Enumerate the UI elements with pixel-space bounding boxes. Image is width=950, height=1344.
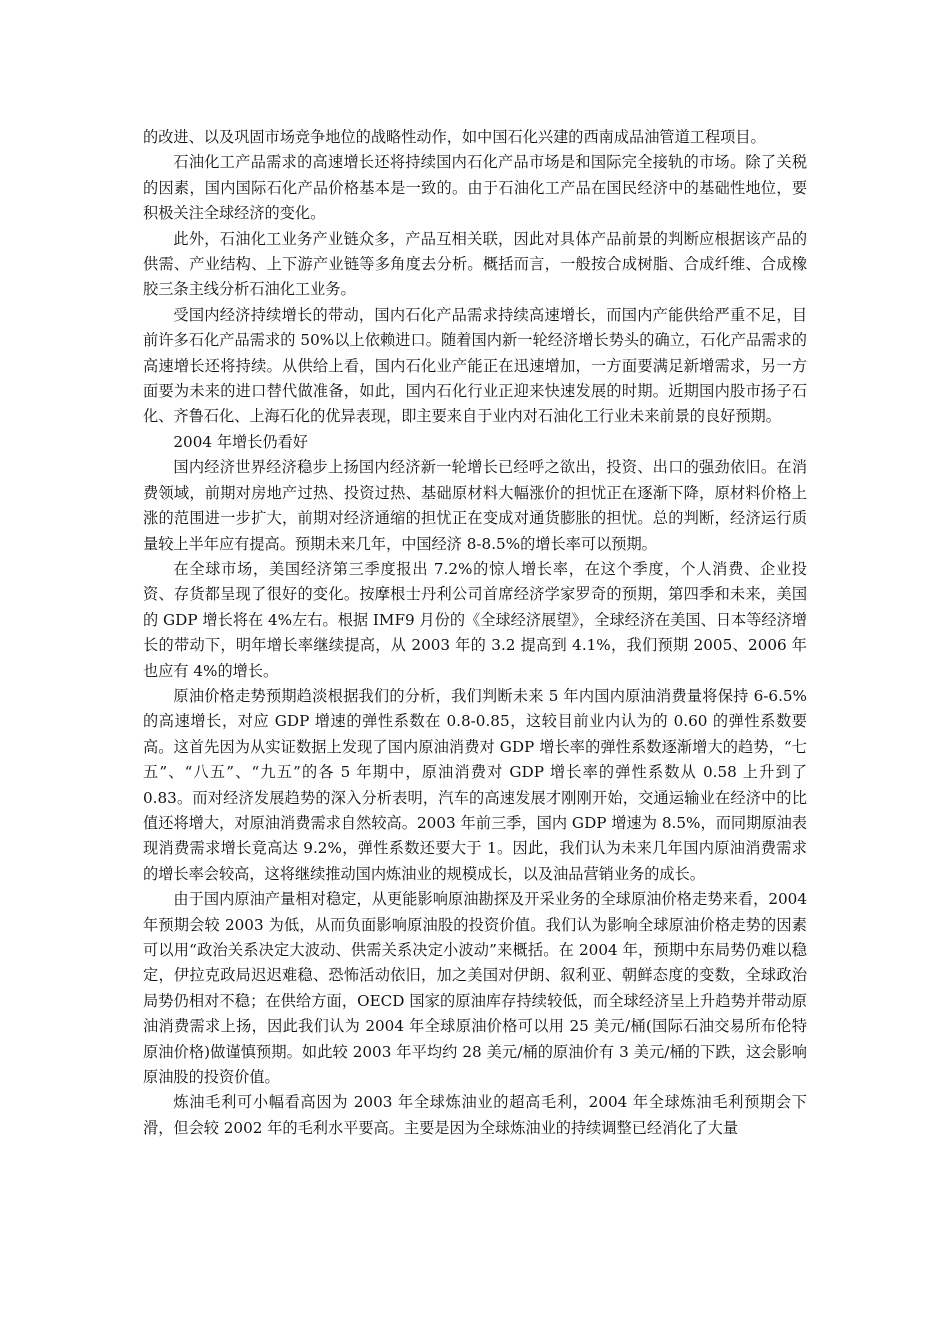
paragraph-refining-margin: 炼油毛利可小幅看高因为 2003 年全球炼油业的超高毛利，2004 年全球炼油毛利预期会下滑，但会较 2002 年的毛利水平要高。主要是因为全球炼油业的持续调整已经消化了大量: [143, 1093, 807, 1137]
paragraph-intro-continuation: 的改进、以及巩固市场竞争地位的战略性动作，如中国石化兴建的西南成品油管道工程项目。: [143, 128, 766, 146]
paragraph-global-market: 在全球市场，美国经济第三季度报出 7.2%的惊人增长率，在这个季度，个人消费、企业投资、存货都呈现了很好的变化。按摩根士丹利公司首席经济学家罗奇的预期，第四季和未来，美国的 GDP 增长将在 4%左右。根据 IMF9 月份的《全球经济展望》，全球经济在美国、日本等经济增长的带动下，明年增长率继续提高，从 2003 年的 3.2 提高到 4.1%，我们预期 2005、2006 年也应有 4%的增长。: [143, 559, 807, 680]
paragraph-industry-chain: 此外，石油化工业务产业链众多，产品互相关联，因此对具体产品前景的判断应根据该产品的供需、产业结构、上下游产业链等多角度去分析。概括而言，一般按合成树脂、合成纤维、合成橡胶三条主线分析石油化工业务。: [143, 229, 807, 299]
paragraph-domestic-growth: 受国内经济持续增长的带动，国内石化产品需求持续高速增长，而国内产能供给严重不足，目前许多石化产品需求的 50%以上依赖进口。随着国内新一轮经济增长势头的确立，石化产品需求的高速增长还将持续。从供给上看，国内石化业产能正在迅速增加，一方面要满足新增需求，另一方面要为未来的进口替代做准备，如此，国内石化行业正迎来快速发展的时期。近期国内股市扬子石化、齐鲁石化、上海石化的优异表现，即主要来自于业内对石油化工行业未来前景的良好预期。: [143, 305, 807, 426]
document-body: [143, 125, 807, 1141]
paragraph-domestic-economy: 国内经济世界经济稳步上扬国内经济新一轮增长已经呼之欲出，投资、出口的强劲依旧。在消费领域，前期对房地产过热、投资过热、基础原材料大幅涨价的担忧正在逐渐下降，原材料价格上涨的范围进一步扩大，前期对经济通缩的担忧正在变成对通货膨胀的担忧。总的判断，经济运行质量较上半年应有提高。预期未来几年，中国经济 8-8.5%的增长率可以预期。: [143, 458, 807, 553]
paragraph-crude-price-outlook: 由于国内原油产量相对稳定，从更能影响原油勘探及开采业务的全球原油价格走势来看，2004 年预期会较 2003 为低，从而负面影响原油股的投资价值。我们认为影响全球原油价格走势的因素可以用“政治关系决定大波动、供需关系决定小波动”来概括。在 2004 年，预期中东局势仍难以稳定，伊拉克政局迟迟难稳、恐怖活动依旧，加之美国对伊朗、叙利亚、朝鲜态度的变数，全球政治局势仍相对不稳；在供给方面，OECD 国家的原油库存持续较低，而全球经济呈上升趋势并带动原油消费需求上扬，因此我们认为 2004 年全球原油价格可以用 25 美元/桶(国际石油交易所布伦特原油价格)做谨慎预期。如此较 2003 年平均约 28 美元/桶的原油价有 3 美元/桶的下跌，这会影响原油股的投资价值。: [143, 890, 807, 1087]
paragraph-crude-oil-trend: 原油价格走势预期趋淡根据我们的分析，我们判断未来 5 年内国内原油消费量将保持 6-6.5%的高速增长，对应 GDP 增速的弹性系数在 0.8-0.85，这较目前业内认为的 0.60 的弹性系数要高。这首先因为从实证数据上发现了国内原油消费对 GDP 增长率的弹性系数逐渐增大的趋势，“七五”、“八五”、“九五”的各 5 年期中，原油消费对 GDP 增长率的弹性系数从 0.58 上升到了 0.83。而对经济发展趋势的深入分析表明，汽车的高速发展才刚刚开始，交通运输业在经济中的比值还将增大，对原油消费需求自然较高。2003 年前三季，国内 GDP 增速为 8.5%，而同期原油表现消费需求增长竟高达 9.2%，弹性系数还要大于 1。因此，我们认为未来几年国内原油消费需求的增长率会较高，这将继续推动国内炼油业的规模成长，以及油品营销业务的成长。: [143, 686, 807, 883]
section-heading-2004-outlook: 2004 年增长仍看好: [173, 432, 308, 451]
paragraph-petrochemical-demand: 石油化工产品需求的高速增长还将持续国内石化产品市场是和国际完全接轨的市场。除了关税的因素，国内国际石化产品价格基本是一致的。由于石油化工产品在国民经济中的基础性地位，要积极关注全球经济的变化。: [143, 153, 807, 223]
